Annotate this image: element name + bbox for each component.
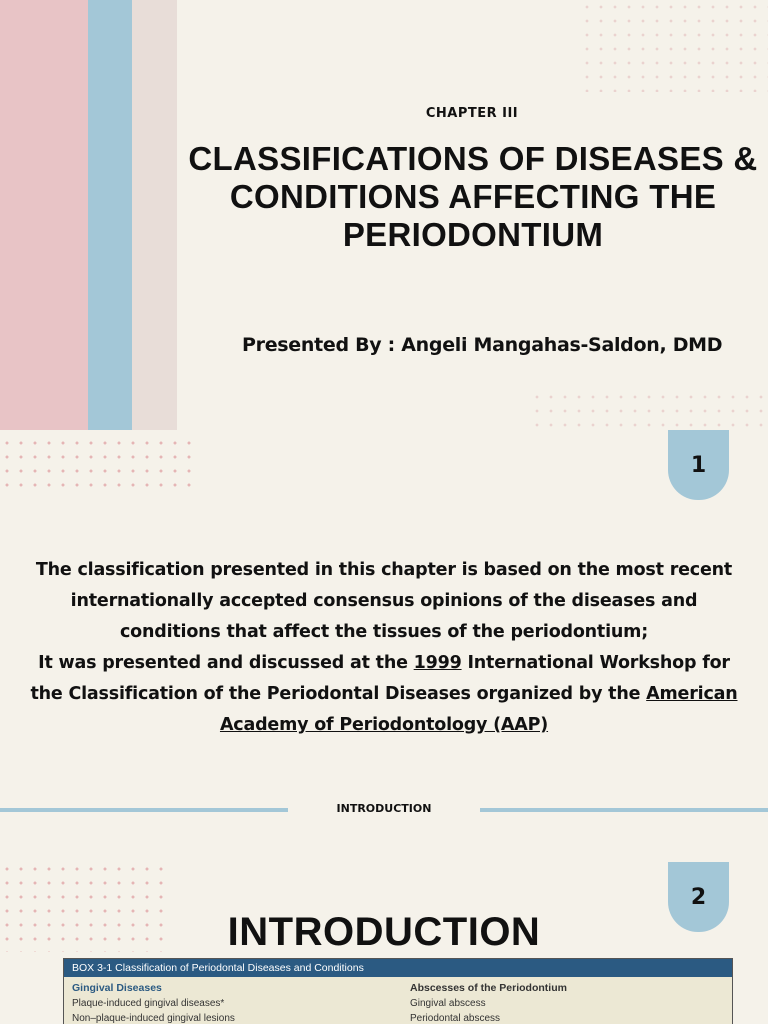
box-item: Plaque-induced gingival diseases* [72,998,225,1009]
box-item: Gingival abscess [410,998,486,1009]
decor-dots-mid-right [530,390,768,430]
intro-text-slide [0,500,768,840]
box-heading-abscesses: Abscesses of the Periodontium [410,982,567,994]
page-number-tab: 2 [668,862,729,932]
decor-dots-left [0,862,165,952]
chapter-label: CHAPTER III [425,106,519,121]
intro-text-part-2a: It was presented and discussed at the [38,653,414,673]
footer-rule-left [0,808,288,812]
box-item: Periodontal abscess [410,1013,501,1024]
decor-stripe-beige [132,0,177,430]
decor-dots-bottom-left [0,436,200,496]
presenter-line: Presented By : Angeli Mangahas-Saldon, DMD [242,334,723,356]
slide-title: CLASSIFICATIONS OF DISEASES & CONDITIONS AFFECTING THE PERIODONTIUM [188,140,758,253]
workshop-year-link[interactable]: 1999 [413,653,462,673]
footer-rule-right [480,808,768,812]
title-slide [0,0,768,500]
box-column-left [72,981,235,1024]
section-title: INTRODUCTION [227,910,541,954]
page-number-tab: 1 [668,430,729,500]
box-heading-gingival: Gingival Diseases [72,982,162,994]
intro-text-part-1: The classification presented in this chapter is based on the most recent internationally accepted consensus opinions of the diseases and conditions that affect the tissues of the periodontium; [35,560,733,642]
intro-paragraph [20,555,748,741]
classification-box [63,958,733,1024]
intro-text-part-2b: International Workshop for the Classification of the Periodontal Diseases organized by the [30,653,730,704]
decor-stripe-pink [0,0,88,430]
decor-stripe-blue [88,0,132,430]
footer-label: INTRODUCTION [336,802,432,815]
aap-link[interactable]: American Academy of Periodontology (AAP) [219,684,738,735]
box-header: BOX 3-1 Classification of Periodontal Diseases and Conditions [64,959,732,977]
decor-dots-top-right [580,0,768,92]
introduction-slide [0,840,768,1024]
box-column-right [410,981,567,1024]
box-item: Non–plaque-induced gingival lesions [72,1013,235,1024]
